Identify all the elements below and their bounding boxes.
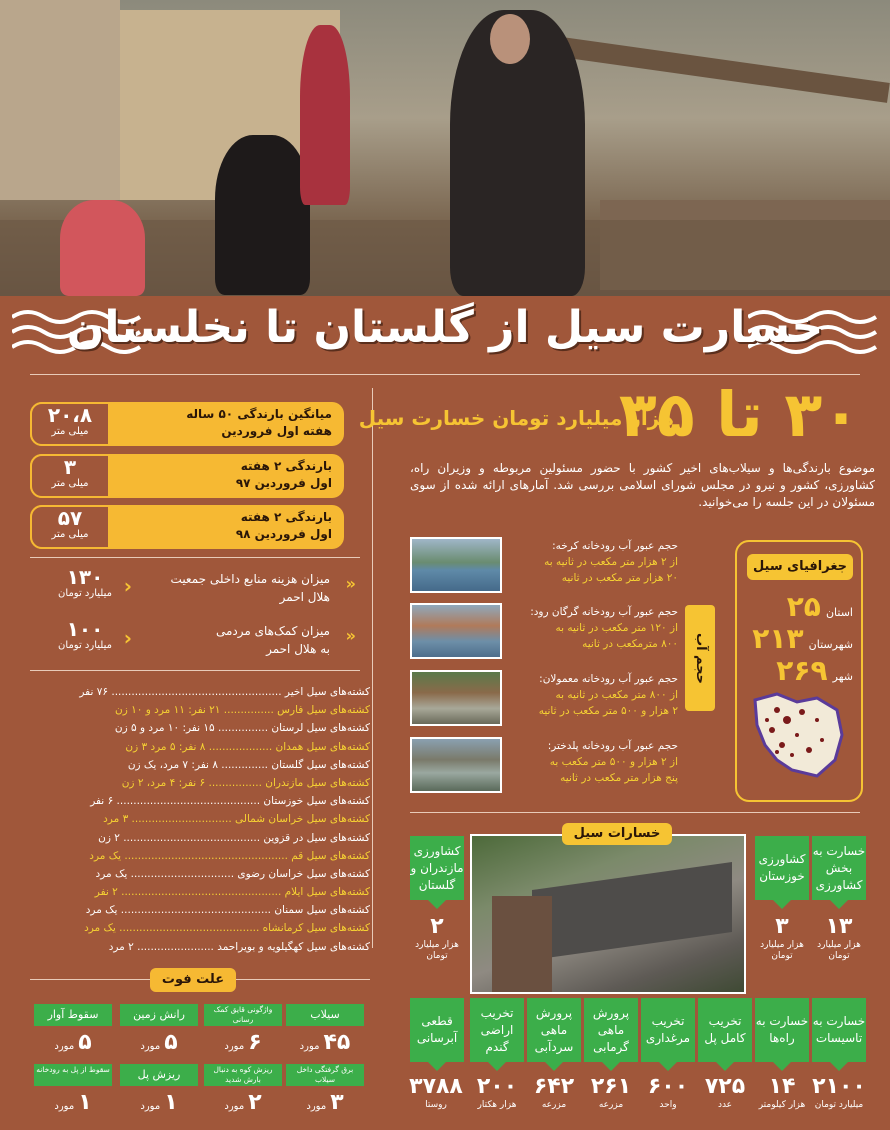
- river-photo: [410, 537, 502, 593]
- rainfall-value: ۲۰،۸: [47, 403, 93, 427]
- river-info: [508, 738, 678, 786]
- damage-number: ۲۱۰۰: [812, 1074, 866, 1099]
- damage-unit: هزار هکتار: [477, 1100, 517, 1110]
- cause-count: ۴۵: [323, 1030, 351, 1055]
- river-line: پنج هزار متر مکعب در ثانیه: [560, 772, 678, 784]
- cause-unit: مورد: [224, 1041, 245, 1052]
- divider: [30, 374, 860, 375]
- cause-value: [34, 1090, 112, 1115]
- damage-label: خسارت به تاسیسات: [812, 998, 866, 1062]
- geography-label: شهرستان: [808, 638, 853, 651]
- river-info: [508, 604, 678, 652]
- deaths-row: کشته‌های سیل خراسان رضوی ............................... یک مرد: [95, 867, 370, 880]
- cause-value: [120, 1030, 198, 1055]
- face: [490, 14, 530, 64]
- damage-value: [753, 914, 811, 962]
- headline-number: ۳۰ تا ۳۵: [618, 378, 860, 451]
- cause-value: [286, 1090, 364, 1115]
- divider: [30, 670, 360, 671]
- damage-unit: میلیارد تومان: [814, 1100, 864, 1110]
- riverbank: [492, 896, 552, 994]
- damage-number: ۲: [430, 914, 444, 939]
- fund-unit: میلیارد تومان: [58, 640, 112, 651]
- divider: [410, 812, 860, 813]
- broken-road: [532, 862, 732, 960]
- damage-unit: واحد: [659, 1100, 677, 1110]
- damage-unit: روستا: [425, 1100, 447, 1110]
- damage-unit: مزرعه: [541, 1100, 567, 1110]
- cause-label: سقوط آوار: [34, 1004, 112, 1026]
- damage-unit: مزرعه: [598, 1100, 624, 1110]
- damage-value: [639, 1074, 697, 1111]
- river-info: [508, 538, 678, 586]
- header-photo: [0, 0, 890, 296]
- cause-unit: مورد: [299, 1041, 320, 1052]
- fund-label: میزان هزینه منابع داخلی جمعیت: [170, 572, 330, 586]
- deaths-row: کشته‌های سیل کهگیلویه و بویراحمد ....................... ۲ مرد: [108, 940, 370, 953]
- deaths-row: کشته‌های سیل در قزوین ......................................... ۲ زن: [98, 831, 370, 844]
- deaths-row: کشته‌های سیل سمنان ............................................. یک مرد: [85, 904, 370, 917]
- geography-title: جغرافیای سیل: [747, 554, 853, 580]
- deaths-row: کشته‌های سیل خوزستان ........................................... ۶ نفر: [90, 795, 370, 808]
- damage-number: ۲۰۰: [476, 1074, 518, 1099]
- geography-row: [737, 654, 857, 687]
- river-photo: [410, 670, 502, 726]
- cause-unit: مورد: [306, 1101, 327, 1112]
- damage-label: تخریب مرغداری: [641, 998, 695, 1062]
- damage-value: [404, 1074, 468, 1111]
- double-chevron-icon: «: [345, 626, 356, 645]
- water-volume-tag: حجم آب: [685, 605, 715, 711]
- damage-label: قطعی آبرسانی: [410, 998, 464, 1062]
- damage-number: ۳: [775, 914, 789, 939]
- fallen-beam: [560, 37, 890, 103]
- damage-unit: هزار میلیارد تومان: [817, 940, 861, 961]
- damage-value: [468, 1074, 526, 1111]
- cause-label: واژگونی قایق کمک رسانی: [204, 1004, 282, 1026]
- rainfall-label: میانگین بارندگی ۵۰ ساله: [186, 407, 332, 421]
- river-photo: [410, 737, 502, 793]
- fund-value: ۱۳۰: [66, 565, 104, 589]
- rainfall-card: [30, 505, 344, 549]
- cause-unit: مورد: [140, 1101, 161, 1112]
- river-line: ۸۰۰ مترمکعب در ثانیه: [582, 638, 678, 650]
- divider: [372, 388, 373, 948]
- cause-value: [34, 1030, 112, 1055]
- rainfall-card: [30, 402, 344, 446]
- cause-value: [204, 1090, 282, 1115]
- river-info: [508, 671, 678, 719]
- cause-label: سقوط از پل به رودخانه: [34, 1064, 112, 1086]
- cause-count: ۳: [330, 1090, 344, 1115]
- damage-value: [810, 1074, 868, 1111]
- deaths-row: کشته‌های سیل گلستان .............. ۸ نفر: ۷ مرد، یک زن: [127, 758, 370, 771]
- cause-label: رانش زمین: [120, 1004, 198, 1026]
- damage-number: ۷۲۵: [704, 1074, 746, 1099]
- damage-label: خسارت به بخش کشاورزی: [812, 836, 866, 900]
- cause-unit: مورد: [224, 1101, 245, 1112]
- page-title: خسارت سیل از گلستان تا نخلستان: [66, 302, 824, 353]
- river-line: ۲ هزار و ۵۰۰ متر مکعب در ثانیه: [538, 705, 678, 717]
- damage-label: تخریب اراضی گندم: [470, 998, 524, 1062]
- damage-label: تخریب کامل پل: [698, 998, 752, 1062]
- fund-unit: میلیارد تومان: [58, 588, 112, 599]
- cause-label: سیلاب: [286, 1004, 364, 1026]
- damage-label: پرورش ماهی سردآبی: [527, 998, 581, 1062]
- cause-count: ۶: [248, 1030, 262, 1055]
- fund-label: میزان کمک‌های مردمی: [215, 624, 330, 638]
- damage-value: [810, 914, 868, 962]
- damage-value: [753, 1074, 811, 1111]
- damage-value: [696, 1074, 754, 1111]
- geography-value: ۲۶۹: [776, 654, 828, 687]
- cause-unit: مورد: [54, 1041, 75, 1052]
- river-title: حجم عبور آب رودخانه گرگان رود:: [530, 606, 678, 618]
- chevron-icon: ‹: [123, 626, 132, 650]
- rainfall-label: بارندگی ۲ هفته: [240, 510, 332, 524]
- cause-value: [286, 1030, 364, 1055]
- river-title: حجم عبور آب رودخانه معمولان:: [539, 673, 678, 685]
- rainfall-value: ۳: [63, 455, 77, 479]
- cause-label: برق گرفتگی داخل سیلاب: [286, 1064, 364, 1086]
- sitting-child: [60, 200, 145, 296]
- deaths-row: کشته‌های سیل ایلام ................................................ ۲ نفر: [94, 886, 370, 899]
- damage-number: ۶۴۲: [533, 1074, 575, 1099]
- intro-paragraph: موضوع بارندگی‌ها و سیلاب‌های اخیر کشور با حضور مسئولین مربوطه و وزیران راه، کشاورزی، کشور و نیرو در مجلس شورای اسلامی بررسی شد. آمارهای ارائه شده از سوی مسئولان در این جلسه را می‌خوانید.: [410, 461, 875, 509]
- deaths-row: کشته‌های سیل مازندران ................ ۶ نفر: ۴ مرد، ۲ زن: [121, 776, 370, 789]
- rainfall-label: بارندگی ۲ هفته: [240, 459, 332, 473]
- river-line: از ۲ هزار و ۵۰۰ متر مکعب به: [549, 756, 678, 768]
- standing-girl: [300, 25, 350, 205]
- damage-number: ۱۳: [825, 914, 853, 939]
- deaths-row: کشته‌های سیل اخیر ................................................... ۷۶ نفر: [79, 686, 370, 698]
- damage-number: ۱۴: [768, 1074, 796, 1099]
- rainfall-unit: میلی متر: [51, 478, 89, 489]
- geography-value: ۲۵: [786, 590, 821, 623]
- deaths-list: [30, 683, 370, 956]
- damage-number: ۶۰۰: [647, 1074, 689, 1099]
- rainfall-label: هفته اول فروردین: [221, 424, 332, 438]
- causes-title: علت فوت: [150, 968, 236, 992]
- damage-value: [582, 1074, 640, 1111]
- divider: [30, 557, 360, 558]
- double-chevron-icon: «: [345, 574, 356, 593]
- river-line: از ۲ هزار متر مکعب در ثانیه به: [544, 556, 678, 568]
- cause-label: ریزش پل: [120, 1064, 198, 1086]
- river-line: از ۱۲۰ متر مکعب در ثانیه به: [555, 622, 678, 634]
- geography-row: [737, 622, 857, 655]
- damage-unit: عدد: [717, 1100, 733, 1110]
- rainfall-label: اول فروردین ۹۸: [235, 527, 332, 541]
- deaths-row: کشته‌های سیل قم ................................................. یک مرد: [89, 849, 370, 862]
- deaths-row: کشته‌های سیل همدان ................... ۸ نفر: ۵ مرد ۳ زن: [125, 740, 370, 753]
- damage-number: ۳۷۸۸: [409, 1074, 463, 1099]
- cause-unit: مورد: [140, 1041, 161, 1052]
- rainfall-unit: میلی متر: [51, 529, 89, 540]
- damage-label: پرورش ماهی گرمابی: [584, 998, 638, 1062]
- river-line: ۲۰ هزار متر مکعب در ثانیه: [561, 572, 678, 584]
- river-photo: [410, 603, 502, 659]
- deaths-row: کشته‌های سیل لرستان ............... ۱۵ نفر: ۱۰ مرد و ۵ زن: [114, 722, 370, 735]
- cause-count: ۱: [78, 1090, 92, 1115]
- deaths-row: کشته‌های سیل فارس ............... ۲۱ نفر: ۱۱ مرد و ۱۰ زن: [115, 704, 370, 717]
- damage-unit: هزار میلیارد تومان: [760, 940, 804, 961]
- cause-count: ۵: [78, 1030, 92, 1055]
- rainfall-label: اول فروردین ۹۷: [235, 476, 332, 490]
- geography-label: شهر: [832, 670, 853, 683]
- fund-label: به هلال احمر: [266, 642, 330, 656]
- ruined-wall: [0, 0, 120, 200]
- fund-row: [30, 618, 360, 662]
- damage-value: [525, 1074, 583, 1111]
- river-title: حجم عبور آب رودخانه پلدختر:: [547, 740, 678, 752]
- damage-label: کشاورزی مازندران و گلستان: [410, 836, 464, 900]
- geography-label: استان: [825, 606, 853, 619]
- cause-label: ریزش کوه به دنبال بارش شدید: [204, 1064, 282, 1086]
- damage-value: [408, 914, 466, 962]
- chevron-icon: ‹: [123, 574, 132, 598]
- damage-unit: هزار کیلومتر: [758, 1100, 806, 1110]
- river-title: حجم عبور آب رودخانه کرخه:: [552, 540, 678, 552]
- rainfall-value: ۵۷: [57, 506, 83, 530]
- cause-count: ۲: [248, 1090, 262, 1115]
- seated-woman: [215, 135, 310, 295]
- cause-value: [120, 1090, 198, 1115]
- damage-unit: هزار میلیارد تومان: [415, 940, 459, 961]
- cause-count: ۵: [164, 1030, 178, 1055]
- damage-number: ۲۶۱: [590, 1074, 632, 1099]
- cause-count: ۱: [164, 1090, 178, 1115]
- geography-row: [737, 590, 857, 623]
- deaths-row: کشته‌های سیل خراسان شمالی .............................. ۳ مرد: [103, 813, 370, 826]
- rainfall-unit: میلی متر: [51, 426, 89, 437]
- deaths-row: کشته‌های سیل کرمانشاه .......................................... یک مرد: [84, 922, 370, 935]
- flood-damage-photo: [470, 834, 746, 994]
- fund-row: [30, 566, 360, 610]
- damages-title: خسارات سیل: [562, 823, 672, 845]
- cause-value: [204, 1030, 282, 1055]
- headline-subtitle: هزار میلیارد تومان خسارت سیل: [358, 406, 674, 430]
- geography-value: ۲۱۳: [752, 622, 804, 655]
- iran-map-icon: [747, 690, 847, 780]
- rainfall-card: [30, 454, 344, 498]
- cause-unit: مورد: [54, 1101, 75, 1112]
- fund-value: ۱۰۰: [66, 617, 104, 641]
- damage-label: خسارت به راه‌ها: [755, 998, 809, 1062]
- damage-label: کشاورزی خوزستان: [755, 836, 809, 900]
- fund-label: هلال احمر: [279, 590, 330, 604]
- river-line: از ۸۰۰ متر مکعب در ثانیه به: [555, 689, 678, 701]
